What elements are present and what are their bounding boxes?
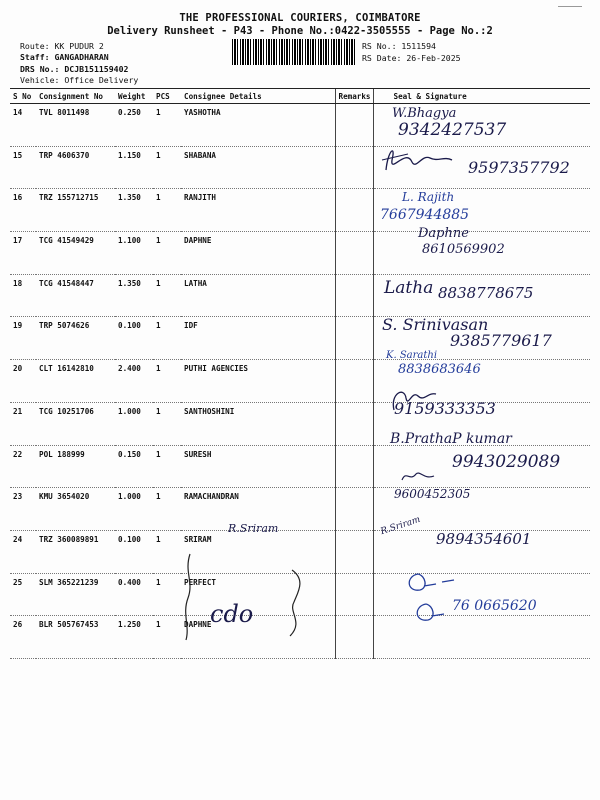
cell-sno: 23: [10, 488, 36, 531]
table-header-row: [10, 89, 590, 104]
cell-consignee: SANTHOSHINI: [181, 402, 335, 445]
cell-consignment: SLM 365221239: [36, 573, 115, 616]
cell-consignee: DAPHNE: [181, 616, 335, 659]
cell-pcs: 1: [153, 488, 181, 531]
cell-weight: 0.250: [115, 104, 153, 147]
handwritten-phone-26: 76 0665620: [452, 598, 537, 614]
handwritten-name-20: K. Sarathi: [386, 350, 438, 361]
cell-sno: 20: [10, 360, 36, 403]
cell-consignee: YASHOTHA: [181, 104, 335, 147]
handwritten-phone-24: 9894354601: [436, 530, 532, 548]
cell-sno: 19: [10, 317, 36, 360]
cell-pcs: 1: [153, 573, 181, 616]
cell-pcs: 1: [153, 616, 181, 659]
handwritten-phone-19: 9385779617: [450, 331, 552, 350]
cell-remarks: [335, 573, 373, 616]
handwritten-phone-20: 8838683646: [398, 362, 481, 377]
handwritten-name-14: W.Bhagya: [392, 106, 457, 121]
cell-consignment: TRP 5074626: [36, 317, 115, 360]
cell-consignee: RAMACHANDRAN: [181, 488, 335, 531]
col-sno: S No: [10, 89, 36, 104]
cell-pcs: 1: [153, 274, 181, 317]
cell-remarks: [335, 274, 373, 317]
cell-pcs: 1: [153, 104, 181, 147]
handwritten-phone-16: 7667944885: [380, 207, 470, 223]
cell-weight: 1.150: [115, 146, 153, 189]
cell-pcs: 1: [153, 232, 181, 275]
barcode: [232, 39, 356, 65]
rs-date: RS Date: 26-Feb-2025: [362, 53, 461, 63]
cell-weight: 0.100: [115, 530, 153, 573]
cell-consignee: PERFECT: [181, 573, 335, 616]
cell-consignee: PUTHI AGENCIES: [181, 360, 335, 403]
cell-consignee: SHABANA: [181, 146, 335, 189]
cell-pcs: 1: [153, 360, 181, 403]
cell-weight: 1.000: [115, 402, 153, 445]
cell-consignment: BLR 505767453: [36, 616, 115, 659]
cell-weight: 2.400: [115, 360, 153, 403]
cell-weight: 1.350: [115, 274, 153, 317]
cell-seal: [373, 616, 590, 659]
cell-sno: 24: [10, 530, 36, 573]
handwritten-name-16: L. Rajith: [402, 190, 455, 204]
handwritten-cdo: cdo: [210, 600, 254, 628]
col-weight: Weight: [115, 89, 153, 104]
signature-scribble-15: [378, 140, 458, 182]
cell-consignee: DAPHNE: [181, 232, 335, 275]
handwritten-phone-17: 8610569902: [422, 242, 505, 257]
cell-weight: 1.350: [115, 189, 153, 232]
cell-weight: 1.100: [115, 232, 153, 275]
cell-weight: 1.000: [115, 488, 153, 531]
cell-remarks: [335, 488, 373, 531]
cell-consignment: TCG 41549429: [36, 232, 115, 275]
handwritten-name-18: Latha: [384, 278, 434, 298]
cell-consignment: TRZ 155712715: [36, 189, 115, 232]
cell-consignee: IDF: [181, 317, 335, 360]
vehicle-label: Vehicle: Office Delivery: [20, 75, 139, 85]
cell-pcs: 1: [153, 317, 181, 360]
cell-remarks: [335, 189, 373, 232]
cell-weight: 0.400: [115, 573, 153, 616]
route-label: Route: KK PUDUR 2: [20, 41, 104, 51]
cell-sno: 15: [10, 146, 36, 189]
cell-remarks: [335, 146, 373, 189]
handwritten-name-17: Daphne: [418, 226, 469, 241]
drs-label: DRS No.: DCJB151159402: [20, 64, 129, 74]
cell-consignment: KMU 3654020: [36, 488, 115, 531]
page-title: THE PROFESSIONAL COURIERS, COIMBATORE: [179, 12, 421, 24]
cell-remarks: [335, 616, 373, 659]
table-row: [10, 360, 590, 403]
handwritten-name-24: R.Sriram: [228, 522, 279, 535]
cell-sno: 25: [10, 573, 36, 616]
cell-sno: 14: [10, 104, 36, 147]
cell-remarks: [335, 232, 373, 275]
handwritten-phone-15: 9597357792: [468, 158, 570, 177]
cell-remarks: [335, 317, 373, 360]
col-remarks: Remarks: [335, 89, 373, 104]
cell-pcs: 1: [153, 189, 181, 232]
cell-sno: 18: [10, 274, 36, 317]
staff-label: Staff: GANGADHARAN: [20, 52, 109, 62]
cell-consignee: SURESH: [181, 445, 335, 488]
table-row: [10, 488, 590, 531]
handwritten-phone-18: 8838778675: [438, 284, 534, 302]
cell-remarks: [335, 445, 373, 488]
cell-sno: 17: [10, 232, 36, 275]
ink-bracket-marks: [180, 552, 320, 642]
cell-consignment: TRZ 360089891: [36, 530, 115, 573]
cell-remarks: [335, 530, 373, 573]
cell-consignment: POL 188999: [36, 445, 115, 488]
rs-number: RS No.: 1511594: [362, 41, 436, 51]
cell-remarks: [335, 104, 373, 147]
cell-pcs: 1: [153, 402, 181, 445]
handwritten-phone-14: 9342427537: [398, 120, 507, 140]
cell-consignment: TVL 8011498: [36, 104, 115, 147]
handwritten-name-19: S. Srinivasan: [382, 315, 489, 334]
handwritten-phone-21: 9159333353: [394, 399, 496, 418]
signature-scribble-23: [398, 466, 438, 486]
cell-sno: 22: [10, 445, 36, 488]
cell-weight: 0.100: [115, 317, 153, 360]
cell-weight: 1.250: [115, 616, 153, 659]
cell-consignment: CLT 16142810: [36, 360, 115, 403]
cell-sno: 21: [10, 402, 36, 445]
cell-sno: 16: [10, 189, 36, 232]
table-row: [10, 189, 590, 232]
col-seal-signature: Seal & Signature: [373, 89, 590, 104]
cell-consignee: RANJITH: [181, 189, 335, 232]
signature-scribble-25: [402, 566, 462, 596]
handwritten-phone-23: 9600452305: [394, 487, 471, 501]
col-consignment: Consignment No: [36, 89, 115, 104]
handwritten-name-22: B.PrathaP kumar: [390, 431, 512, 447]
cell-consignee: LATHA: [181, 274, 335, 317]
runsheet-subtitle: Delivery Runsheet - P43 - Phone No.:0422-3505555 - Page No.:2: [107, 25, 493, 37]
cell-consignment: TCG 10251706: [36, 402, 115, 445]
col-pcs: PCS: [153, 89, 181, 104]
cell-weight: 0.150: [115, 445, 153, 488]
handwritten-phone-22: 9943029089: [452, 452, 561, 472]
cell-pcs: 1: [153, 445, 181, 488]
cell-remarks: [335, 402, 373, 445]
cell-consignment: TRP 4606370: [36, 146, 115, 189]
cell-consignee: SRIRAM: [181, 530, 335, 573]
handwritten-sign-24: R.Sriram: [379, 514, 422, 538]
cell-pcs: 1: [153, 530, 181, 573]
cell-remarks: [335, 360, 373, 403]
cell-sno: 26: [10, 616, 36, 659]
col-consignee: Consignee Details: [181, 89, 335, 104]
signature-scribble-26: [412, 598, 448, 628]
cell-pcs: 1: [153, 146, 181, 189]
cell-consignment: TCG 41548447: [36, 274, 115, 317]
